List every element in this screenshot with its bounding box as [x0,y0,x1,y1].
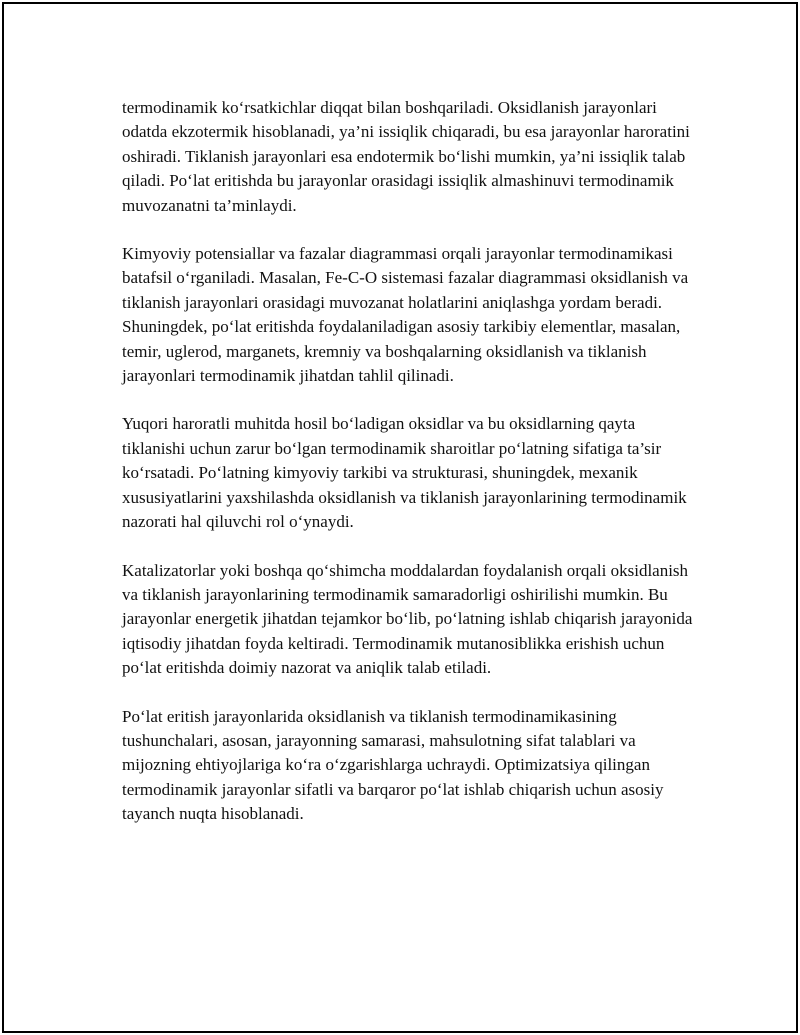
paragraph-catalysts: Katalizatorlar yoki boshqa qo‘shimcha moddalardan foydalanish orqali oksidlanish va tiklanish jarayonlarining termodinamik samaradorligi oshirilishi mumkin. Bu jarayonlar energetik jihatdan tejamkor bo‘lib, po‘latning ishlab chiqarish jarayonida iqtisodiy jihatdan foyda keltiradi. Termodinamik mutanosiblikka erishish uchun po‘lat eritishda doimiy nazorat va aniqlik talab etiladi. [122,560,693,678]
paragraph-chemical-potentials: Kimyoviy potensiallar va fazalar diagrammasi orqali jarayonlar termodinamikasi batafsil o‘rganiladi. Masalan, Fe-C-O sistemasi fazalar diagrammasi oksidlanish va tiklanish jarayonlari orasidagi muvozanat holatlarini aniqlashga yordam beradi. Shuningdek, po‘lat eritishda foydalaniladigan asosiy tarkibiy elementlar, masalan, temir, uglerod, marganets, kremniy va boshqalarning oksidlanish va tiklanish jarayonlari termodinamik jihatdan tahlil qilinadi. [122,244,689,386]
paragraph-high-temperature-oxides: Yuqori haroratli muhitda hosil bo‘ladigan oksidlar va bu oksidlarning qayta tiklanishi uchun zarur bo‘lgan termodinamik sharoitlar po‘latning sifatiga ta’sir ko‘rsatadi. Po‘latning kimyoviy tarkibi va strukturasi, shuningdek, mexanik xususiyatlarini yaxshilashda oksidlanish va tiklanish jarayonlarining termodinamik nazorati hal qiluvchi rol o‘ynaydi. [122,414,687,532]
paragraph-steel-melting-conclusion: Po‘lat eritish jarayonlarida oksidlanish va tiklanish termodinamikasining tushunchalari, asosan, jarayonning samarasi, mahsulotning sifat talablari va mijozning ehtiyojlariga ko‘ra o‘zgarishlarga uchraydi. Optimizatsiya qilingan termodinamik jarayonlar sifatli va barqaror po‘lat ishlab chiqarish uchun asosiy tayanch nuqta hisoblanadi. [122,706,664,824]
page-frame [2,2,798,1033]
paragraph-thermodynamic-indicators: termodinamik ko‘rsatkichlar diqqat bilan boshqariladi. Oksidlanish jarayonlari odatda ekzotermik hisoblanadi, ya’ni issiqlik chiqaradi, bu esa jarayonlar haroratini oshiradi. Tiklanish jarayonlari esa endotermik bo‘lishi mumkin, ya’ni issiqlik talab qiladi. Po‘lat eritishda bu jarayonlar orasidagi issiqlik almashinuvi termodinamik muvozanatni ta’minlaydi. [122,98,690,215]
document-body [122,96,702,851]
